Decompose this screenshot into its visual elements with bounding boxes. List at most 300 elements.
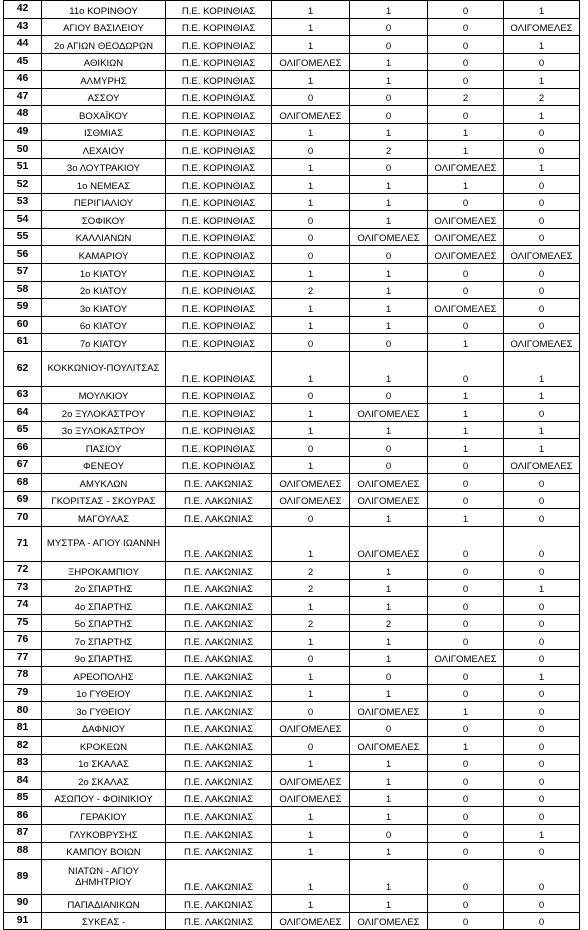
value-col-1: 1 xyxy=(272,351,350,386)
school-name: ΚΑΜΠΟΥ ΒΟΙΩΝ xyxy=(42,842,166,860)
row-number: 47 xyxy=(4,88,42,106)
row-number: 69 xyxy=(4,491,42,509)
value-col-4: 1 xyxy=(504,825,580,843)
row-number: 46 xyxy=(4,71,42,89)
row-number: 79 xyxy=(4,684,42,702)
value-col-4: ΟΛΙΓΟΜΕΛΕΣ xyxy=(504,456,580,474)
value-col-4: 1 xyxy=(504,158,580,176)
region: Π.Ε. ΚΟΡΙΝΘΙΑΣ xyxy=(166,351,272,386)
value-col-3: 1 xyxy=(428,123,504,141)
value-col-4: ΟΛΙΓΟΜΕΛΕΣ xyxy=(504,18,580,36)
value-col-1: 0 xyxy=(272,228,350,246)
value-col-2: 1 xyxy=(350,53,428,71)
region: Π.Ε. ΛΑΚΩΝΙΑΣ xyxy=(166,597,272,615)
region: Π.Ε. ΚΟΡΙΝΘΙΑΣ xyxy=(166,193,272,211)
value-col-1: 0 xyxy=(272,439,350,457)
row-number: 74 xyxy=(4,597,42,615)
row-number: 64 xyxy=(4,404,42,422)
value-col-4: 0 xyxy=(504,211,580,229)
table-row xyxy=(4,684,580,702)
school-name: 6ο ΚΙΑΤΟΥ xyxy=(42,316,166,334)
region: Π.Ε. ΛΑΚΩΝΙΑΣ xyxy=(166,491,272,509)
school-name: 2ο ΣΚΑΛΑΣ xyxy=(42,772,166,790)
value-col-1: 1 xyxy=(272,842,350,860)
school-name: 1ο ΣΚΑΛΑΣ xyxy=(42,754,166,772)
table-row xyxy=(4,912,580,930)
value-col-3: 0 xyxy=(428,597,504,615)
value-col-3: 0 xyxy=(428,860,504,895)
row-number: 53 xyxy=(4,193,42,211)
value-col-2: 0 xyxy=(350,246,428,264)
value-col-4: 0 xyxy=(504,193,580,211)
value-col-1: 1 xyxy=(272,754,350,772)
value-col-2: ΟΛΙΓΟΜΕΛΕΣ xyxy=(350,702,428,720)
value-col-3: 1 xyxy=(428,737,504,755)
school-name: 7ο ΚΙΑΤΟΥ xyxy=(42,334,166,352)
school-name: ΓΛΥΚΟΒΡΥΣΗΣ xyxy=(42,825,166,843)
row-number: 56 xyxy=(4,246,42,264)
value-col-4: 1 xyxy=(504,439,580,457)
region: Π.Ε. ΛΑΚΩΝΙΑΣ xyxy=(166,509,272,527)
region: Π.Ε. ΛΑΚΩΝΙΑΣ xyxy=(166,702,272,720)
region: Π.Ε. ΛΑΚΩΝΙΑΣ xyxy=(166,789,272,807)
region: Π.Ε. ΛΑΚΩΝΙΑΣ xyxy=(166,719,272,737)
value-col-2: 1 xyxy=(350,684,428,702)
value-col-3: 1 xyxy=(428,421,504,439)
table-row xyxy=(4,807,580,825)
value-col-4: 1 xyxy=(504,351,580,386)
value-col-4: 0 xyxy=(504,281,580,299)
table-row xyxy=(4,456,580,474)
school-name: ΠΑΣΙΟΥ xyxy=(42,439,166,457)
school-name: ΒΟΧΑΪΚΟΥ xyxy=(42,106,166,124)
value-col-3: 0 xyxy=(428,18,504,36)
school-name: ΠΑΠΑΔΙΑΝΙΚΩΝ xyxy=(42,895,166,913)
value-col-2: 1 xyxy=(350,281,428,299)
school-name: ΓΚΟΡΙΤΣΑΣ - ΣΚΟΥΡΑΣ xyxy=(42,491,166,509)
region: Π.Ε. ΛΑΚΩΝΙΑΣ xyxy=(166,825,272,843)
row-number: 78 xyxy=(4,667,42,685)
row-number: 76 xyxy=(4,632,42,650)
row-number: 61 xyxy=(4,334,42,352)
school-name: 3ο ΓΥΘΕΙΟΥ xyxy=(42,702,166,720)
table-row xyxy=(4,71,580,89)
school-name: ΠΕΡΙΓΙΑΛΙΟΥ xyxy=(42,193,166,211)
table-row xyxy=(4,351,580,386)
region: Π.Ε. ΛΑΚΩΝΙΑΣ xyxy=(166,474,272,492)
row-number: 83 xyxy=(4,754,42,772)
value-col-2: 0 xyxy=(350,334,428,352)
region: Π.Ε. ΚΟΡΙΝΘΙΑΣ xyxy=(166,211,272,229)
value-col-1: 1 xyxy=(272,825,350,843)
value-col-2: 0 xyxy=(350,386,428,404)
value-col-3: 0 xyxy=(428,526,504,561)
row-number: 49 xyxy=(4,123,42,141)
value-col-1: 1 xyxy=(272,597,350,615)
value-col-4: 0 xyxy=(504,263,580,281)
value-col-1: 1 xyxy=(272,456,350,474)
table-row xyxy=(4,106,580,124)
value-col-4: 1 xyxy=(504,71,580,89)
row-number: 58 xyxy=(4,281,42,299)
value-col-4: 0 xyxy=(504,614,580,632)
value-col-2: ΟΛΙΓΟΜΕΛΕΣ xyxy=(350,737,428,755)
school-name: 3ο ΚΙΑΤΟΥ xyxy=(42,299,166,317)
school-name: ΓΕΡΑΚΙΟΥ xyxy=(42,807,166,825)
table-row xyxy=(4,1,580,19)
row-number: 51 xyxy=(4,158,42,176)
region: Π.Ε. ΛΑΚΩΝΙΑΣ xyxy=(166,667,272,685)
school-name: 9ο ΣΠΑΡΤΗΣ xyxy=(42,649,166,667)
school-name: 4ο ΣΠΑΡΤΗΣ xyxy=(42,597,166,615)
value-col-3: 2 xyxy=(428,88,504,106)
value-col-4: 0 xyxy=(504,509,580,527)
table-row xyxy=(4,88,580,106)
value-col-3: 0 xyxy=(428,754,504,772)
value-col-2: 0 xyxy=(350,106,428,124)
region: Π.Ε. ΚΟΡΙΝΘΙΑΣ xyxy=(166,386,272,404)
table-row xyxy=(4,246,580,264)
row-number: 63 xyxy=(4,386,42,404)
table-row xyxy=(4,614,580,632)
school-name: ΙΣΘΜΙΑΣ xyxy=(42,123,166,141)
value-col-1: ΟΛΙΓΟΜΕΛΕΣ xyxy=(272,772,350,790)
table-row xyxy=(4,36,580,54)
region: Π.Ε. ΚΟΡΙΝΘΙΑΣ xyxy=(166,439,272,457)
value-col-3: ΟΛΙΓΟΜΕΛΕΣ xyxy=(428,211,504,229)
value-col-2: 1 xyxy=(350,632,428,650)
row-number: 60 xyxy=(4,316,42,334)
region: Π.Ε. ΚΟΡΙΝΘΙΑΣ xyxy=(166,299,272,317)
row-number: 48 xyxy=(4,106,42,124)
region: Π.Ε. ΛΑΚΩΝΙΑΣ xyxy=(166,684,272,702)
school-name: 5ο ΣΠΑΡΤΗΣ xyxy=(42,614,166,632)
school-name: 11ο ΚΟΡΙΝΘΟΥ xyxy=(42,1,166,19)
region: Π.Ε. ΚΟΡΙΝΘΙΑΣ xyxy=(166,246,272,264)
row-number: 81 xyxy=(4,719,42,737)
row-number: 62 xyxy=(4,351,42,386)
value-col-1: 2 xyxy=(272,281,350,299)
value-col-1: 1 xyxy=(272,632,350,650)
value-col-4: 0 xyxy=(504,737,580,755)
row-number: 43 xyxy=(4,18,42,36)
region: Π.Ε. ΚΟΡΙΝΘΙΑΣ xyxy=(166,281,272,299)
row-number: 65 xyxy=(4,421,42,439)
value-col-1: ΟΛΙΓΟΜΕΛΕΣ xyxy=(272,474,350,492)
region: Π.Ε. ΛΑΚΩΝΙΑΣ xyxy=(166,754,272,772)
school-name: 2ο ΚΙΑΤΟΥ xyxy=(42,281,166,299)
value-col-3: ΟΛΙΓΟΜΕΛΕΣ xyxy=(428,246,504,264)
table-row xyxy=(4,211,580,229)
table-row xyxy=(4,158,580,176)
value-col-4: 0 xyxy=(504,684,580,702)
value-col-3: 1 xyxy=(428,141,504,159)
value-col-1: ΟΛΙΓΟΜΕΛΕΣ xyxy=(272,53,350,71)
value-col-1: 2 xyxy=(272,562,350,580)
table-row xyxy=(4,281,580,299)
school-name: 1ο ΝΕΜΕΑΣ xyxy=(42,176,166,194)
value-col-1: 1 xyxy=(272,895,350,913)
value-col-3: 0 xyxy=(428,491,504,509)
value-col-1: ΟΛΙΓΟΜΕΛΕΣ xyxy=(272,789,350,807)
school-name: 2ο ΞΥΛΟΚΑΣΤΡΟΥ xyxy=(42,404,166,422)
table-row xyxy=(4,18,580,36)
value-col-1: 0 xyxy=(272,386,350,404)
value-col-3: 0 xyxy=(428,632,504,650)
value-col-1: 1 xyxy=(272,36,350,54)
value-col-1: 1 xyxy=(272,807,350,825)
school-name: 2ο ΑΓΙΩΝ ΘΕΟΔΩΡΩΝ xyxy=(42,36,166,54)
region: Π.Ε. ΛΑΚΩΝΙΑΣ xyxy=(166,912,272,930)
value-col-3: 0 xyxy=(428,456,504,474)
value-col-1: 1 xyxy=(272,158,350,176)
value-col-2: ΟΛΙΓΟΜΕΛΕΣ xyxy=(350,228,428,246)
school-name: ΑΓΙΟΥ ΒΑΣΙΛΕΙΟΥ xyxy=(42,18,166,36)
value-col-2: 1 xyxy=(350,176,428,194)
region: Π.Ε. ΛΑΚΩΝΙΑΣ xyxy=(166,632,272,650)
value-col-3: 0 xyxy=(428,351,504,386)
school-name: ΚΑΛΛΙΑΝΩΝ xyxy=(42,228,166,246)
table-row xyxy=(4,842,580,860)
region: Π.Ε. ΚΟΡΙΝΘΙΑΣ xyxy=(166,334,272,352)
school-name: ΛΕΧΑΙΟΥ xyxy=(42,141,166,159)
value-col-2: 1 xyxy=(350,807,428,825)
value-col-2: 0 xyxy=(350,36,428,54)
value-col-1: 1 xyxy=(272,404,350,422)
value-col-3: 0 xyxy=(428,281,504,299)
row-number: 73 xyxy=(4,579,42,597)
value-col-1: 1 xyxy=(272,299,350,317)
table-row xyxy=(4,509,580,527)
value-col-4: 1 xyxy=(504,421,580,439)
table-row xyxy=(4,825,580,843)
value-col-4: 2 xyxy=(504,88,580,106)
value-col-3: ΟΛΙΓΟΜΕΛΕΣ xyxy=(428,228,504,246)
value-col-4: 0 xyxy=(504,912,580,930)
value-col-4: 0 xyxy=(504,123,580,141)
region: Π.Ε. ΛΑΚΩΝΙΑΣ xyxy=(166,860,272,895)
value-col-2: 0 xyxy=(350,667,428,685)
value-col-1: 1 xyxy=(272,421,350,439)
table-row xyxy=(4,334,580,352)
region: Π.Ε. ΛΑΚΩΝΙΑΣ xyxy=(166,842,272,860)
value-col-2: 0 xyxy=(350,88,428,106)
value-col-2: 1 xyxy=(350,895,428,913)
value-col-1: 1 xyxy=(272,193,350,211)
value-col-2: 1 xyxy=(350,123,428,141)
value-col-3: 0 xyxy=(428,106,504,124)
value-col-3: ΟΛΙΓΟΜΕΛΕΣ xyxy=(428,158,504,176)
row-number: 67 xyxy=(4,456,42,474)
value-col-1: 1 xyxy=(272,684,350,702)
region: Π.Ε. ΚΟΡΙΝΘΙΑΣ xyxy=(166,106,272,124)
region: Π.Ε. ΚΟΡΙΝΘΙΑΣ xyxy=(166,36,272,54)
row-number: 71 xyxy=(4,526,42,561)
table-row xyxy=(4,719,580,737)
value-col-3: 0 xyxy=(428,53,504,71)
row-number: 66 xyxy=(4,439,42,457)
region: Π.Ε. ΚΟΡΙΝΘΙΑΣ xyxy=(166,456,272,474)
value-col-2: ΟΛΙΓΟΜΕΛΕΣ xyxy=(350,526,428,561)
table-row xyxy=(4,597,580,615)
value-col-3: 0 xyxy=(428,36,504,54)
value-col-4: 0 xyxy=(504,789,580,807)
value-col-1: 0 xyxy=(272,649,350,667)
value-col-4: 0 xyxy=(504,491,580,509)
value-col-3: 0 xyxy=(428,912,504,930)
value-col-3: 1 xyxy=(428,176,504,194)
value-col-4: 1 xyxy=(504,386,580,404)
school-name: 2ο ΣΠΑΡΤΗΣ xyxy=(42,579,166,597)
region: Π.Ε. ΛΑΚΩΝΙΑΣ xyxy=(166,526,272,561)
value-col-1: 1 xyxy=(272,316,350,334)
value-col-1: 0 xyxy=(272,246,350,264)
value-col-2: 1 xyxy=(350,71,428,89)
value-col-3: 0 xyxy=(428,772,504,790)
table-row xyxy=(4,439,580,457)
row-number: 68 xyxy=(4,474,42,492)
value-col-2: ΟΛΙΓΟΜΕΛΕΣ xyxy=(350,404,428,422)
table-row xyxy=(4,754,580,772)
value-col-4: ΟΛΙΓΟΜΕΛΕΣ xyxy=(504,246,580,264)
value-col-4: 1 xyxy=(504,1,580,19)
value-col-3: ΟΛΙΓΟΜΕΛΕΣ xyxy=(428,649,504,667)
table-row xyxy=(4,141,580,159)
value-col-4: 0 xyxy=(504,474,580,492)
region: Π.Ε. ΚΟΡΙΝΘΙΑΣ xyxy=(166,141,272,159)
row-number: 52 xyxy=(4,176,42,194)
region: Π.Ε. ΛΑΚΩΝΙΑΣ xyxy=(166,895,272,913)
region: Π.Ε. ΚΟΡΙΝΘΙΑΣ xyxy=(166,176,272,194)
value-col-3: 0 xyxy=(428,807,504,825)
table-row xyxy=(4,421,580,439)
value-col-3: 1 xyxy=(428,439,504,457)
row-number: 77 xyxy=(4,649,42,667)
value-col-4: 0 xyxy=(504,228,580,246)
table-row xyxy=(4,860,580,895)
value-col-2: 0 xyxy=(350,456,428,474)
value-col-2: 0 xyxy=(350,158,428,176)
region: Π.Ε. ΛΑΚΩΝΙΑΣ xyxy=(166,562,272,580)
row-number: 90 xyxy=(4,895,42,913)
value-col-2: 0 xyxy=(350,18,428,36)
region: Π.Ε. ΚΟΡΙΝΘΙΑΣ xyxy=(166,71,272,89)
value-col-3: 0 xyxy=(428,789,504,807)
school-name: ΝΙΑΤΩΝ - ΑΓΙΟΥ ΔΗΜΗΤΡΙΟΥ xyxy=(42,860,166,895)
value-col-3: 0 xyxy=(428,579,504,597)
table-row xyxy=(4,737,580,755)
value-col-1: 1 xyxy=(272,667,350,685)
value-col-3: 1 xyxy=(428,404,504,422)
value-col-2: 1 xyxy=(350,421,428,439)
value-col-1: ΟΛΙΓΟΜΕΛΕΣ xyxy=(272,912,350,930)
table-row xyxy=(4,316,580,334)
value-col-1: 1 xyxy=(272,860,350,895)
school-name: ΑΜΥΚΛΩΝ xyxy=(42,474,166,492)
region: Π.Ε. ΛΑΚΩΝΙΑΣ xyxy=(166,614,272,632)
table-row xyxy=(4,228,580,246)
table-row xyxy=(4,526,580,561)
value-col-1: 0 xyxy=(272,141,350,159)
value-col-2: 1 xyxy=(350,842,428,860)
value-col-1: 0 xyxy=(272,334,350,352)
value-col-3: 1 xyxy=(428,386,504,404)
value-col-2: 1 xyxy=(350,193,428,211)
region: Π.Ε. ΚΟΡΙΝΘΙΑΣ xyxy=(166,263,272,281)
school-name: 3ο ΛΟΥΤΡΑΚΙΟΥ xyxy=(42,158,166,176)
school-name: ΜΥΣΤΡΑ - ΑΓΙΟΥ ΙΩΑΝΝΗ xyxy=(42,526,166,561)
value-col-1: 0 xyxy=(272,211,350,229)
value-col-2: 1 xyxy=(350,649,428,667)
table-row xyxy=(4,491,580,509)
row-number: 84 xyxy=(4,772,42,790)
value-col-4: 0 xyxy=(504,754,580,772)
value-col-2: 1 xyxy=(350,299,428,317)
row-number: 87 xyxy=(4,825,42,843)
value-col-3: 0 xyxy=(428,71,504,89)
value-col-2: 1 xyxy=(350,772,428,790)
value-col-4: 0 xyxy=(504,702,580,720)
table-row xyxy=(4,263,580,281)
value-col-3: 0 xyxy=(428,719,504,737)
row-number: 70 xyxy=(4,509,42,527)
row-number: 54 xyxy=(4,211,42,229)
value-col-2: 2 xyxy=(350,141,428,159)
school-name: ΜΟΥΛΚΙΟΥ xyxy=(42,386,166,404)
region: Π.Ε. ΚΟΡΙΝΘΙΑΣ xyxy=(166,316,272,334)
value-col-4: 0 xyxy=(504,53,580,71)
value-col-4: 0 xyxy=(504,299,580,317)
value-col-1: ΟΛΙΓΟΜΕΛΕΣ xyxy=(272,491,350,509)
school-name: 7ο ΣΠΑΡΤΗΣ xyxy=(42,632,166,650)
table-row xyxy=(4,772,580,790)
value-col-4: 0 xyxy=(504,807,580,825)
table-row xyxy=(4,53,580,71)
row-number: 86 xyxy=(4,807,42,825)
table-row xyxy=(4,649,580,667)
value-col-2: 1 xyxy=(350,316,428,334)
region: Π.Ε. ΚΟΡΙΝΘΙΑΣ xyxy=(166,88,272,106)
row-number: 89 xyxy=(4,860,42,895)
value-col-4: 0 xyxy=(504,772,580,790)
value-col-4: 0 xyxy=(504,649,580,667)
value-col-2: 1 xyxy=(350,509,428,527)
value-col-4: 0 xyxy=(504,597,580,615)
value-col-4: 0 xyxy=(504,632,580,650)
value-col-2: 1 xyxy=(350,754,428,772)
value-col-3: 0 xyxy=(428,895,504,913)
table-row xyxy=(4,404,580,422)
table-row xyxy=(4,474,580,492)
value-col-4: 0 xyxy=(504,842,580,860)
region: Π.Ε. ΛΑΚΩΝΙΑΣ xyxy=(166,579,272,597)
school-name: ΑΘΙΚΙΩΝ xyxy=(42,53,166,71)
value-col-3: ΟΛΙΓΟΜΕΛΕΣ xyxy=(428,299,504,317)
row-number: 42 xyxy=(4,1,42,19)
school-name: 1ο ΓΥΘΕΙΟΥ xyxy=(42,684,166,702)
value-col-1: 1 xyxy=(272,526,350,561)
row-number: 59 xyxy=(4,299,42,317)
value-col-2: 1 xyxy=(350,351,428,386)
school-name: ΚΑΜΑΡΙΟΥ xyxy=(42,246,166,264)
value-col-1: ΟΛΙΓΟΜΕΛΕΣ xyxy=(272,106,350,124)
value-col-4: ΟΛΙΓΟΜΕΛΕΣ xyxy=(504,334,580,352)
row-number: 44 xyxy=(4,36,42,54)
value-col-3: 0 xyxy=(428,614,504,632)
value-col-1: 0 xyxy=(272,88,350,106)
value-col-2: 1 xyxy=(350,1,428,19)
value-col-4: 1 xyxy=(504,579,580,597)
